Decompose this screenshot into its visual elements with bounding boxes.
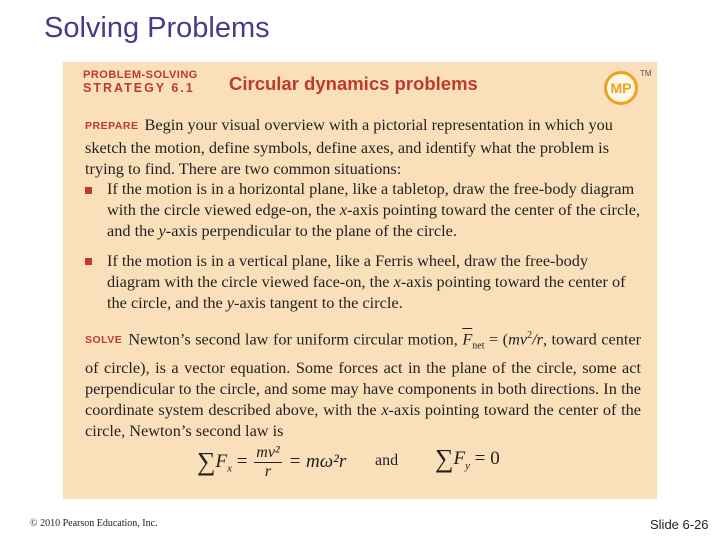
strategy-line2: STRATEGY 6.1 bbox=[83, 81, 195, 95]
bullet-square-icon bbox=[85, 187, 92, 194]
bullet-vertical-plane: If the motion is in a vertical plane, like a Ferris wheel, draw the free-body diagram with the circle viewed face-on, the x-axis pointing toward the center of the circle, and the y-axis tangent to the circle. bbox=[107, 251, 626, 312]
prepare-paragraph bbox=[85, 114, 641, 179]
strategy-box bbox=[63, 62, 657, 499]
mastering-physics-logo: MP bbox=[604, 71, 638, 105]
bullet-horizontal-plane: If the motion is in a horizontal plane, like a tabletop, draw the free-body diagram with the circle viewed edge-on, the x-axis pointing toward the center of the circle, and the y-axis perpendicular to the plane of the circle. bbox=[107, 179, 641, 240]
solve-label: SOLVE bbox=[85, 334, 123, 347]
slide-title: Solving Problems bbox=[44, 12, 270, 44]
and-word: and bbox=[375, 452, 399, 469]
trademark-mark: TM bbox=[640, 69, 652, 78]
fnet-vector: $\overline{F}$ bbox=[462, 329, 473, 349]
equation-x: $\sum F_x$ = $\frac{\text{mv²}}{r}$ = mω²r bbox=[197, 444, 347, 480]
equation-y: $\sum F_y = 0$ bbox=[435, 444, 500, 473]
slide-number: Slide 6-26 bbox=[650, 517, 709, 532]
prepare-text: Begin your visual overview with a pictorial representation in which you sketch the motion, define symbols, define axes, and identify what the problem is trying to find. There are two common situations: bbox=[85, 115, 613, 178]
fraction: $\frac{\text{mv²}}{r}$ bbox=[256, 444, 280, 480]
solve-paragraph: SOLVE Newton’s second law for uniform circular motion, $\overline{F}_{net} = (mv^2/r$, toward center of circle), is a vector equation. Some forces act in the plane of the circle, some act perpendicular to the circle, and some may have components in both directions. In the coordinate system described above, with the x-axis pointing toward the center of the circle, Newton’s second law is bbox=[85, 329, 642, 440]
strategy-label bbox=[83, 69, 198, 95]
strategy-line1: PROBLEM-SOLVING bbox=[83, 69, 198, 81]
prepare-label: PREPARE bbox=[85, 120, 139, 132]
bullet-square-icon bbox=[85, 258, 92, 265]
copyright-notice: © 2010 Pearson Education, Inc. bbox=[30, 518, 158, 529]
strategy-heading: Circular dynamics problems bbox=[229, 73, 478, 94]
